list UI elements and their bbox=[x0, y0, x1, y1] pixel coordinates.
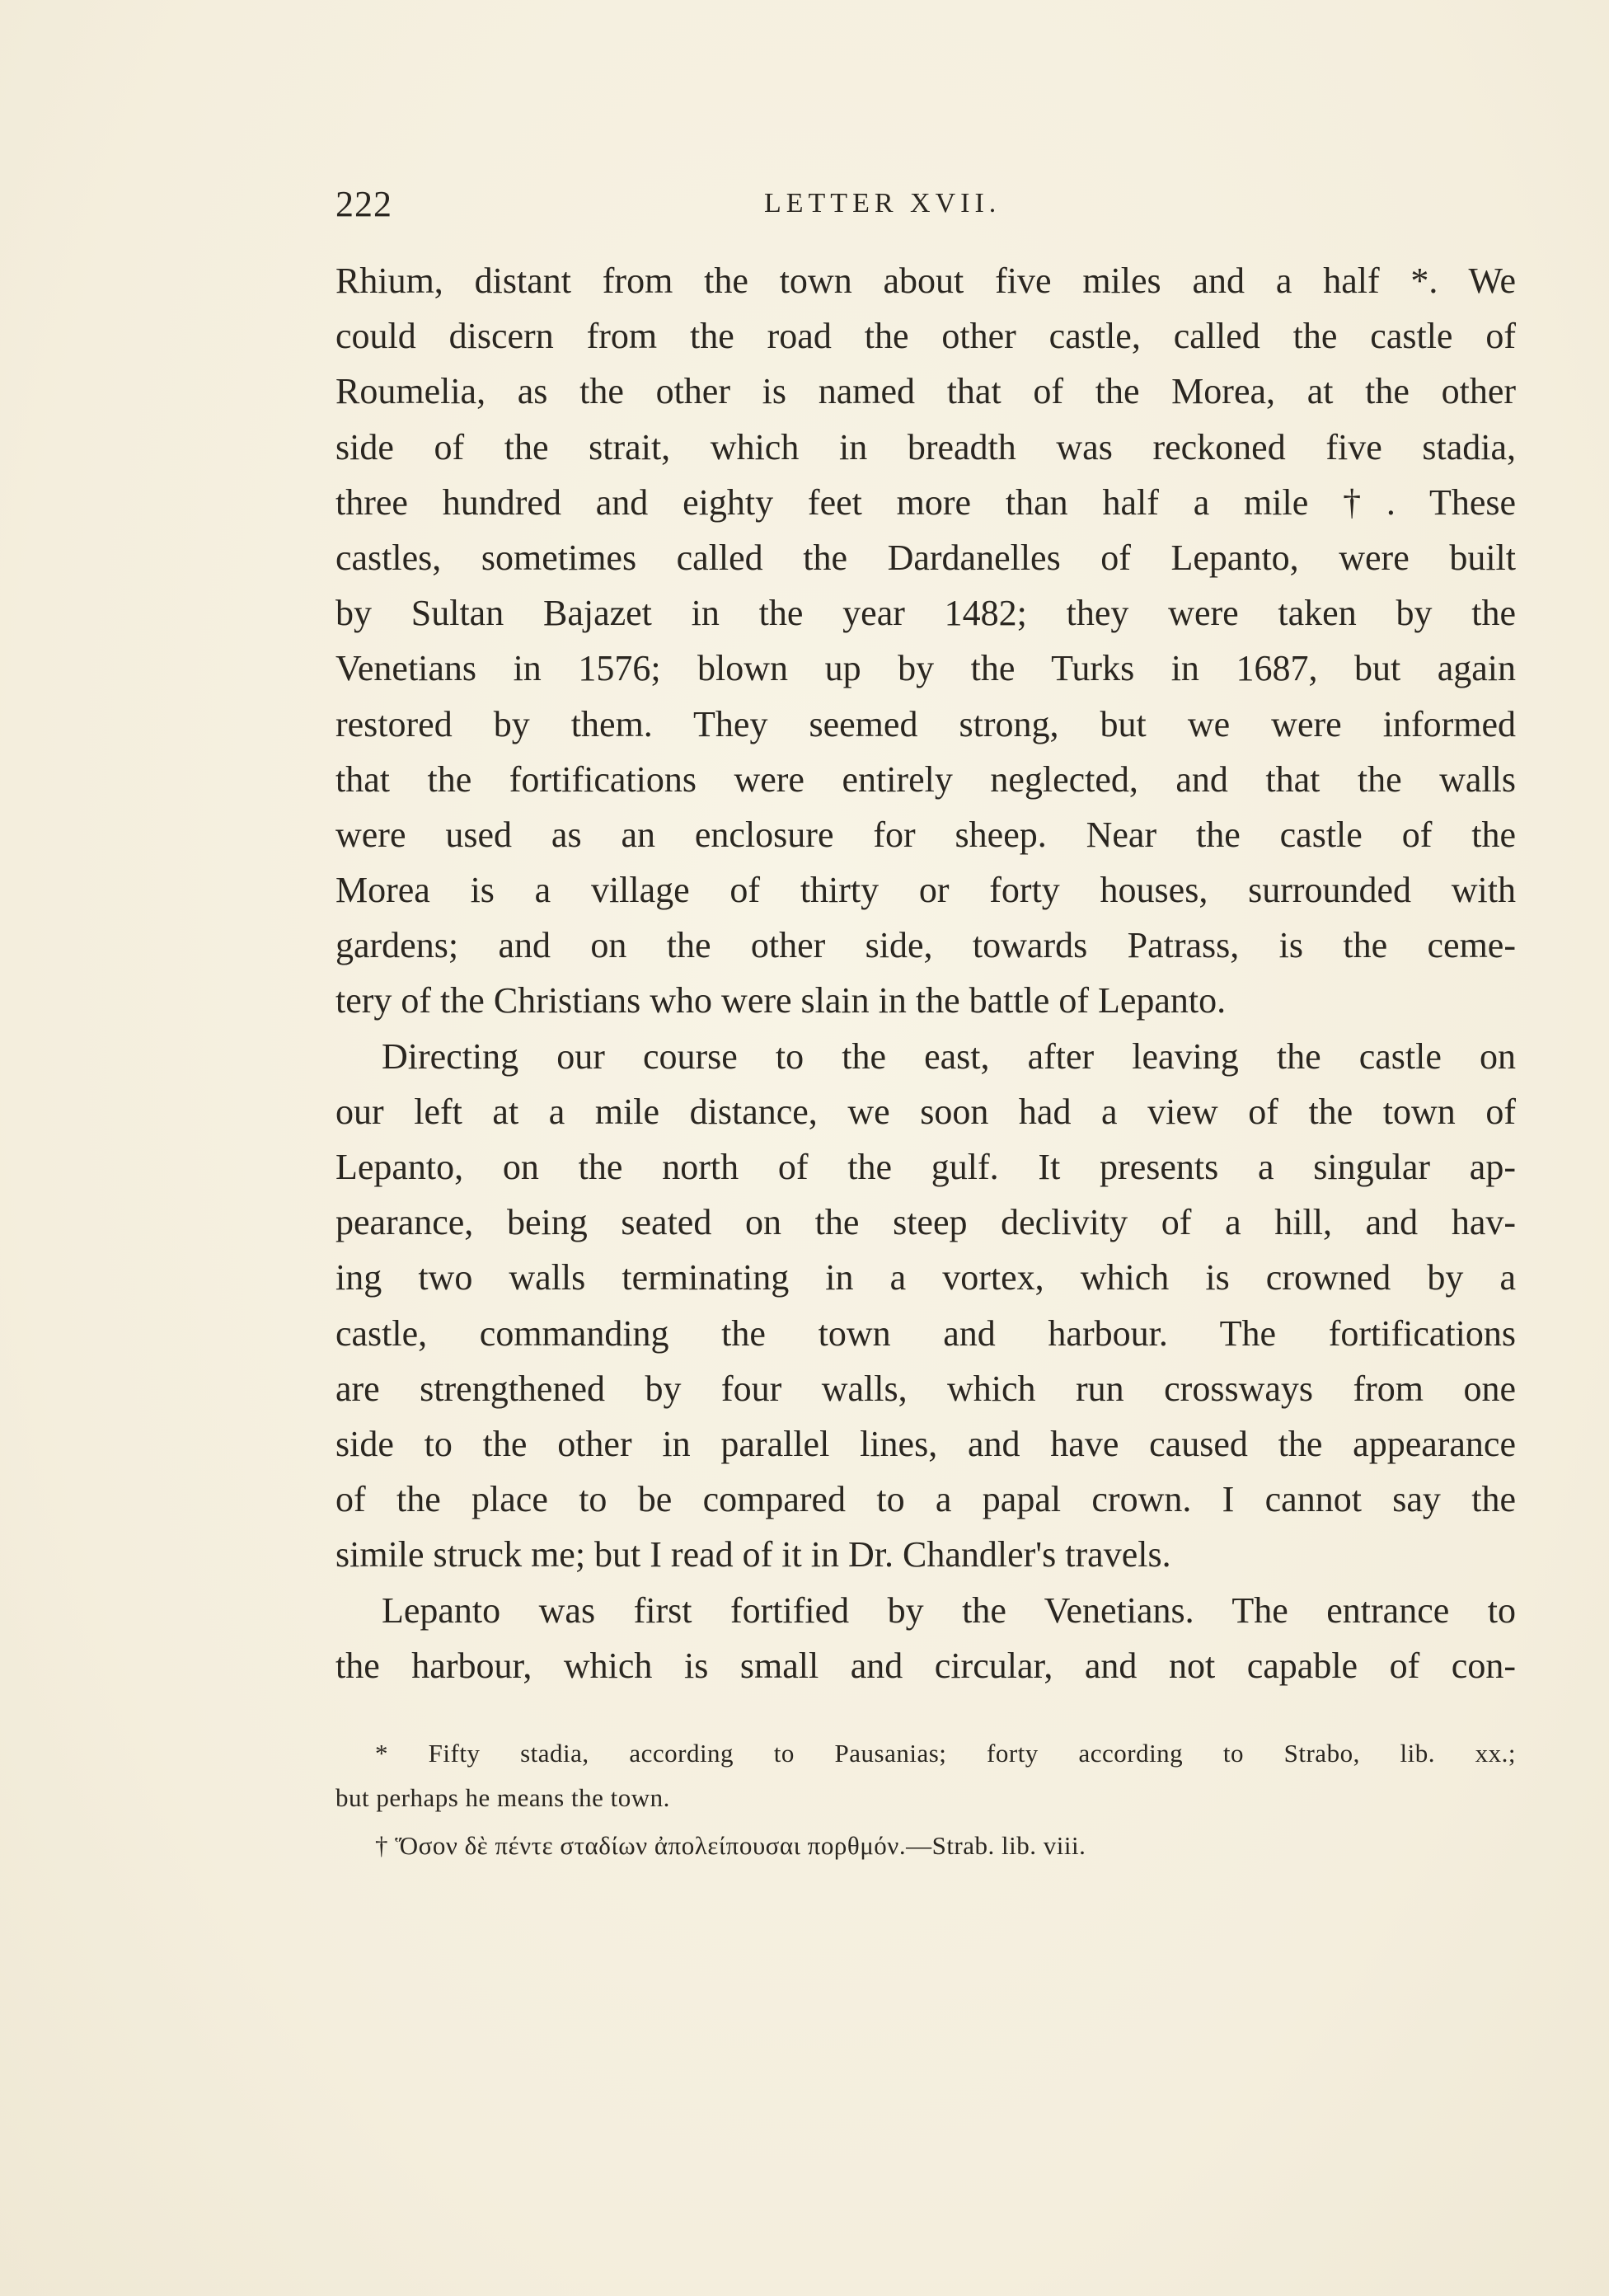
text-line: restored by them. They seemed strong, but we were informed bbox=[335, 703, 1516, 744]
text-line: by Sultan Bajazet in the year 1482; they were taken by the bbox=[335, 593, 1516, 634]
text-line: Lepanto, on the north of the gulf. It presents a singular ap- bbox=[335, 1147, 1516, 1187]
text-line: Lepanto was first fortified by the Venetians. The entrance to bbox=[382, 1589, 1516, 1631]
text-line: tery of the Christians who were slain in the battle of Lepanto. bbox=[335, 980, 1227, 1021]
text-line: Rhium, distant from the town about five miles and a half *. We bbox=[335, 261, 1516, 301]
text-line: the harbour, which is small and circular, and not capable of con- bbox=[335, 1645, 1516, 1686]
text-line: side to the other in parallel lines, and have caused the appearance bbox=[335, 1423, 1516, 1464]
text-line: that the fortifications were entirely neglected, and that the walls bbox=[335, 758, 1516, 800]
text-line: three hundred and eighty feet more than half a mile †. These bbox=[335, 481, 1516, 523]
text-line: castle, commanding the town and harbour. The fortifications bbox=[335, 1312, 1516, 1354]
running-head bbox=[335, 183, 1522, 232]
footnote-1-line-2: but perhaps he means the town. bbox=[335, 1783, 670, 1812]
footnote-2-citation: —Strab. lib. viii. bbox=[906, 1831, 1086, 1860]
footnote-2-greek: † Ὅσον δὲ πέντε σταδίων ἀπολείπουσαι πορθμόν. bbox=[375, 1831, 907, 1860]
footnotes bbox=[335, 1731, 1516, 1868]
text-line: Morea is a village of thirty or forty houses, surrounded with bbox=[335, 870, 1516, 911]
text-line: of the place to be compared to a papal crown. I cannot say the bbox=[335, 1479, 1516, 1520]
text-line: could discern from the road the other castle, called the castle of bbox=[335, 316, 1516, 357]
text-line: are strengthened by four walls, which run crossways from one bbox=[335, 1368, 1516, 1409]
body-text bbox=[335, 253, 1516, 1693]
text-line: simile struck me; but I read of it in Dr. Chandler's travels. bbox=[335, 1534, 1171, 1575]
text-line: Directing our course to the east, after leaving the castle on bbox=[382, 1035, 1516, 1077]
text-line: our left at a mile distance, we soon had a view of the town of bbox=[335, 1091, 1516, 1132]
text-line: ing two walls terminating in a vortex, which is crowned by a bbox=[335, 1257, 1516, 1298]
page-number: 222 bbox=[335, 184, 392, 224]
text-line: were used as an enclosure for sheep. Near the castle of the bbox=[335, 814, 1516, 855]
text-line: Roumelia, as the other is named that of the Morea, at the other bbox=[335, 371, 1516, 412]
letter-heading: LETTER XVII. bbox=[764, 188, 1002, 218]
text-line: pearance, being seated on the steep declivity of a hill, and hav- bbox=[335, 1202, 1516, 1243]
footnote-1-line-1: * Fifty stadia, according to Pausanias; forty according to Strabo, lib. xx.; bbox=[375, 1739, 1516, 1768]
footnote-2 bbox=[335, 1824, 1516, 1868]
text-line: castles, sometimes called the Dardanelles of Lepanto, were built bbox=[335, 537, 1516, 578]
text-line: side of the strait, which in breadth was reckoned five stadia, bbox=[335, 426, 1516, 467]
text-line: gardens; and on the other side, towards Patrass, is the ceme- bbox=[335, 925, 1516, 966]
text-line: Venetians in 1576; blown up by the Turks in 1687, but again bbox=[335, 648, 1516, 689]
